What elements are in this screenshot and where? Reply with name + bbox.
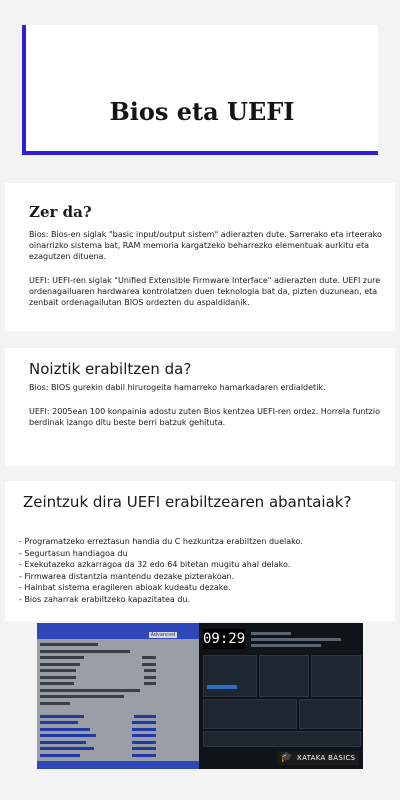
- uefi-voltage-panel: [259, 655, 309, 697]
- brand-text: XATAKA BASICS: [297, 754, 356, 762]
- bios-tab-advanced: Advanced: [150, 632, 175, 638]
- list-item: - Exekutazeko azkarragoa da 32 edo 64 bitetan mugitu ahal delako.: [19, 560, 291, 569]
- section-advantages: [5, 481, 395, 621]
- bios-row: [40, 642, 196, 648]
- bios-row: [40, 746, 196, 752]
- bios-row: [40, 655, 196, 661]
- bios-row: [40, 694, 196, 700]
- bios-rows: [37, 639, 199, 762]
- bios-row: [40, 649, 196, 655]
- bios-footer: [37, 761, 199, 769]
- title-card: [22, 25, 378, 155]
- uefi-drives-panel: [299, 699, 361, 729]
- uefi-temperature-panel: [203, 655, 257, 697]
- paragraph-uefi: UEFI: 2005ean 100 konpainia adostu zuten Bios kentzea UEFI-ren ordez. Horrela funtzio berdinak izango ditu beste berri batzuk gehituta.: [29, 407, 380, 427]
- advantages-list: [19, 536, 389, 605]
- uefi-fan-panel: [311, 655, 361, 697]
- list-item: - Hainbat sistema eragileren abioak kudeatu dezake.: [19, 583, 231, 592]
- section-heading: Zeintzuk dira UEFI erabiltzearen abantaiak?: [23, 493, 352, 511]
- bios-row: [40, 675, 196, 681]
- bios-row: [40, 740, 196, 746]
- list-item: - Programatzeko erreztasun handia du C hezkuntza erabiltzen duelako.: [19, 537, 303, 546]
- uefi-boot-panel: [203, 731, 361, 747]
- bios-row: [40, 720, 196, 726]
- section-what: [5, 183, 395, 331]
- bios-row: [40, 727, 196, 733]
- uefi-clock: 09:29: [203, 631, 246, 647]
- paragraph-uefi: UEFI: UEFI-ren siglak "Unified Extensible Firmware Interface" adierazten dute. UEFI zure ordenagailuaren hardwarea kontrolatzen duen teknologia bat da, pizten duzunean, eta zenbait ordenagailutan BIOS ordezten du aspaldidanik.: [29, 276, 381, 307]
- uefi-info-line: [251, 632, 291, 635]
- section-since: [5, 348, 395, 466]
- list-item: - Segurtasun handiagoa du: [19, 548, 128, 558]
- bios-row: [40, 701, 196, 707]
- bios-row: [40, 681, 196, 687]
- list-item: - Bios zaharrak erabiltzeko kapazitatea du.: [19, 594, 191, 604]
- bios-setup-screen: [37, 623, 199, 769]
- uefi-screen: [199, 623, 363, 769]
- paragraph-bios: Bios: Bios-en siglak "basic input/output sistem" adierazten dute. Sarrerako eta irteerako oinarrizko sistema bat, RAM memoria kargatzeko beharrezko elementuak aurkitu eta ezagutzen dituena.: [29, 230, 382, 261]
- bios-row: [40, 707, 196, 713]
- bios-row: [40, 688, 196, 694]
- bios-row: [40, 662, 196, 668]
- uefi-gauge: [207, 685, 237, 689]
- bios-uefi-image: [37, 623, 363, 769]
- bios-tab-bar: [37, 631, 199, 639]
- page-title: Bios eta UEFI: [109, 97, 295, 126]
- bios-row: [40, 733, 196, 739]
- list-item: - Firmwarea distantzia mantendu dezake pizterakoan.: [19, 571, 235, 581]
- bios-row: [40, 668, 196, 674]
- xataka-basics-logo: [277, 751, 359, 765]
- section-heading: Zer da?: [29, 203, 92, 221]
- uefi-performance-panel: [203, 699, 297, 729]
- bios-row: [40, 753, 196, 759]
- graduation-cap-icon: 🎓: [280, 752, 293, 763]
- section-heading: Noiztik erabiltzen da?: [29, 360, 192, 378]
- paragraph-bios: Bios: BIOS gurekin dabil hirurogeita hamarreko hamarkadaren erdialdetik.: [29, 383, 326, 392]
- bios-title-bar: [37, 623, 199, 631]
- bios-row: [40, 714, 196, 720]
- uefi-info-line: [251, 638, 341, 641]
- uefi-info-line: [251, 644, 321, 647]
